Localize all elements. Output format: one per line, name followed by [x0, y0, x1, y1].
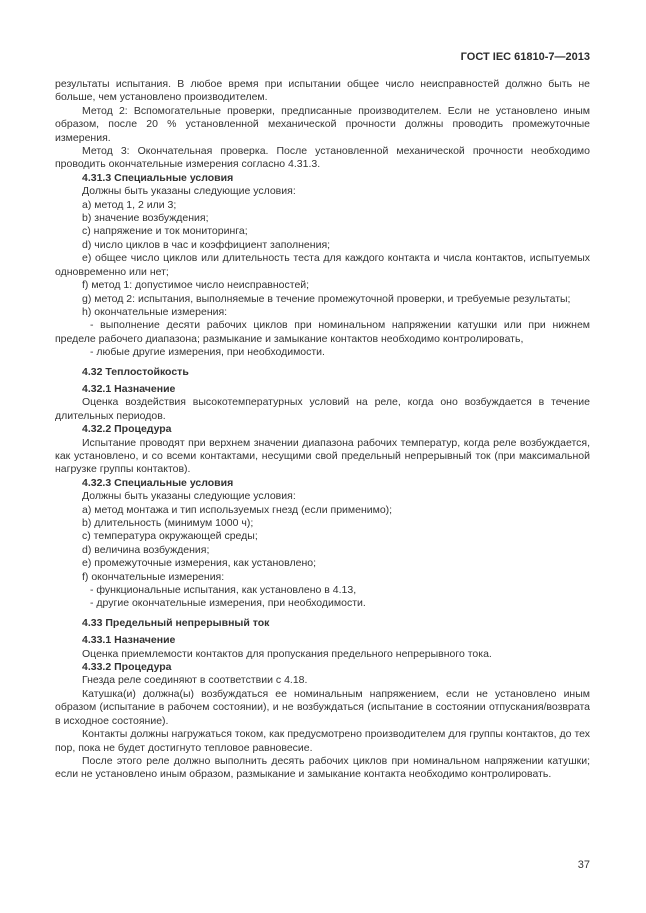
- subsection-heading: 4.32.2 Процедура: [82, 423, 172, 436]
- list-item: d) число циклов в час и коэффициент заполнения;: [82, 238, 331, 251]
- sub-list-item: - функциональные испытания, как установлено в 4.13,: [90, 584, 357, 597]
- section-heading: 4.32 Теплостойкость: [82, 365, 189, 378]
- list-item: b) длительность (минимум 1000 ч);: [82, 517, 254, 529]
- paragraph: Метод 3: Окончательная проверка. После установленной механической прочности необходимо проводить окончательные измерения согласно 4.31.3.: [55, 145, 590, 171]
- subsection-heading: 4.32.1 Назначение: [82, 382, 176, 395]
- sub-list-item: - другие окончательные измерения, при необходимости.: [90, 597, 366, 610]
- list-item: h) окончательные измерения:: [82, 305, 228, 318]
- paragraph: После этого реле должно выполнить десять рабочих циклов при номинальном напряжении катушки; если не установлено иным образом, размыкание и замыкание контакта необходимо контролировать.: [55, 754, 590, 781]
- list-item: e) общее число циклов или длительность теста для каждого контакта и числа контактов, испытуемых одновременно или нет;: [55, 252, 590, 278]
- sub-list-item: - любые другие измерения, при необходимости.: [90, 346, 325, 359]
- paragraph: Метод 2: Вспомогательные проверки, предписанные производителем. Если не установлено иным образом, после 20 % установленной механической прочности должны проводить промежуточные измерения.: [55, 104, 590, 144]
- list-item: g) метод 2: испытания, выполняемые в течение промежуточной проверки, и требуемые результаты;: [82, 292, 571, 305]
- paragraph: Катушка(и) должна(ы) возбуждаться ее номинальным напряжением, если не установлено иным образом (испытание в рабочем состоянии), и не возбуждаться (испытание в состоянии отпускания/возврата в исходное состояние).: [55, 687, 590, 727]
- document-body: [55, 78, 590, 782]
- list-item: c) температура окружающей среды;: [82, 530, 258, 543]
- subsection-heading: 4.33.2 Процедура: [82, 661, 172, 674]
- subsection-heading: 4.32.3 Специальные условия: [82, 476, 234, 489]
- list-item: c) напряжение и ток мониторинга;: [82, 225, 248, 238]
- paragraph: Должны быть указаны следующие условия:: [82, 490, 296, 503]
- paragraph: Испытание проводят при верхнем значении диапазона рабочих температур, когда реле возбуждается, как установлено, и со всеми контактами, несущими свой предельный непрерывный ток (при максимальной нагрузке группы контактов).: [55, 436, 590, 476]
- page-number: 37: [577, 859, 590, 871]
- subsection-heading: 4.31.3 Специальные условия: [82, 171, 234, 184]
- list-item: d) величина возбуждения;: [82, 543, 210, 556]
- list-item: f) метод 1: допустимое число неисправностей;: [82, 279, 310, 292]
- list-item: a) метод монтажа и тип используемых гнезд (если применимо);: [82, 503, 393, 516]
- subsection-heading: 4.33.1 Назначение: [82, 634, 176, 647]
- section-heading: 4.33 Предельный непрерывный ток: [82, 616, 270, 629]
- paragraph: Должны быть указаны следующие условия:: [82, 185, 296, 198]
- paragraph: Оценка приемлемости контактов для пропускания предельного непрерывного тока.: [82, 647, 492, 660]
- paragraph: Контакты должны нагружаться током, как предусмотрено производителем для группы контактов, до тех пор, пока не будет достигнуто тепловое равновесие.: [55, 728, 590, 754]
- list-item: e) промежуточные измерения, как установлено;: [82, 557, 317, 570]
- paragraph: Оценка воздействия высокотемпературных условий на реле, когда оно возбуждается в течение длительных периодов.: [55, 396, 590, 422]
- list-item: b) значение возбуждения;: [82, 212, 209, 225]
- paragraph: Гнезда реле соединяют в соответствии с 4.18.: [82, 674, 308, 687]
- list-item: f) окончательные измерения:: [82, 570, 225, 583]
- list-item: a) метод 1, 2 или 3;: [82, 198, 177, 211]
- document-number-header: ГОСТ IEC 61810-7—2013: [460, 51, 590, 63]
- sub-list-item: - выполнение десяти рабочих циклов при номинальном напряжении катушки или при нижнем пределе рабочего диапазона; размыкание и замыкание контактов необходимо контролировать,: [55, 319, 590, 345]
- paragraph: результаты испытания. В любое время при испытании общее число неисправностей должно быть не больше, чем установлено производителем.: [55, 78, 590, 104]
